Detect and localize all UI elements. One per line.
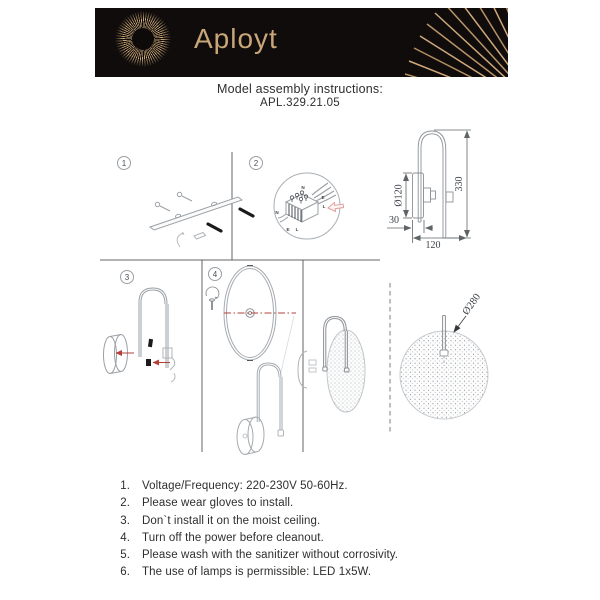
svg-text:2: 2 [253, 159, 259, 168]
instruction-text: Please wash with the sanitizer without corrosivity. [142, 549, 399, 562]
instruction-item [112, 530, 398, 547]
svg-text:N: N [275, 210, 279, 215]
panel-3-drawing [104, 288, 176, 382]
assembled-lamp-view [298, 317, 365, 413]
panel-4-drawing [206, 266, 296, 455]
dimension-330-label: 330 [454, 176, 465, 192]
instruction-number: 6. [120, 566, 130, 579]
instruction-item [112, 478, 398, 495]
instruction-text: Turn off the power before cleanout. [142, 531, 324, 544]
instruction-number: 1. [120, 480, 130, 492]
svg-text:1: 1 [121, 159, 127, 168]
instruction-item [112, 547, 398, 564]
assembly-diagram [90, 110, 600, 462]
svg-text:L: L [295, 227, 299, 232]
dimension-drawing [387, 130, 471, 251]
instruction-number: 4. [120, 531, 130, 544]
title-block [0, 82, 600, 109]
instruction-number: 5. [120, 549, 130, 562]
step-4-badge [209, 268, 222, 281]
instructions-list [112, 478, 398, 582]
instruction-item [112, 513, 398, 530]
step-2-badge [250, 157, 263, 170]
brand-wordmark: Aployt [194, 23, 278, 54]
instruction-number: 2. [120, 497, 130, 510]
dimension-30-label: 30 [389, 215, 399, 226]
screw-rotate-icon [206, 287, 219, 310]
dimension-120-label: 120 [425, 240, 441, 251]
step-1-badge [118, 157, 131, 170]
instruction-item [112, 495, 398, 512]
step-3-badge [121, 271, 134, 284]
panel-2-drawing [274, 173, 344, 239]
instruction-number: 3. [120, 514, 130, 527]
svg-text:4: 4 [212, 270, 218, 279]
brand-banner [95, 8, 508, 77]
page-title: Model assembly instructions: [216, 82, 384, 96]
instruction-text: Please wear gloves to install. [142, 497, 294, 510]
svg-text:E: E [286, 227, 290, 232]
model-number: APL.329.21.05 [260, 97, 340, 109]
dimension-d280-label: Ø280 [460, 291, 484, 318]
dimension-d120-label: Ø120 [393, 184, 405, 207]
panel-1-drawing [150, 192, 253, 247]
push-direction-arrow-icon [327, 201, 344, 212]
svg-text:E: E [321, 195, 325, 200]
instruction-text: The use of lamps is permissible: LED 1x5W. [142, 566, 372, 579]
gold-rays-icon [95, 8, 508, 77]
instruction-text: Voltage/Frequency: 220-230V 50-60Hz. [142, 480, 348, 492]
disc-detail-view [400, 292, 488, 419]
svg-text:3: 3 [124, 273, 130, 282]
instruction-item [112, 564, 398, 581]
svg-text:L: L [322, 204, 326, 209]
svg-text:N: N [301, 185, 305, 190]
instruction-text: Don`t install it on the moist ceiling. [142, 514, 321, 527]
